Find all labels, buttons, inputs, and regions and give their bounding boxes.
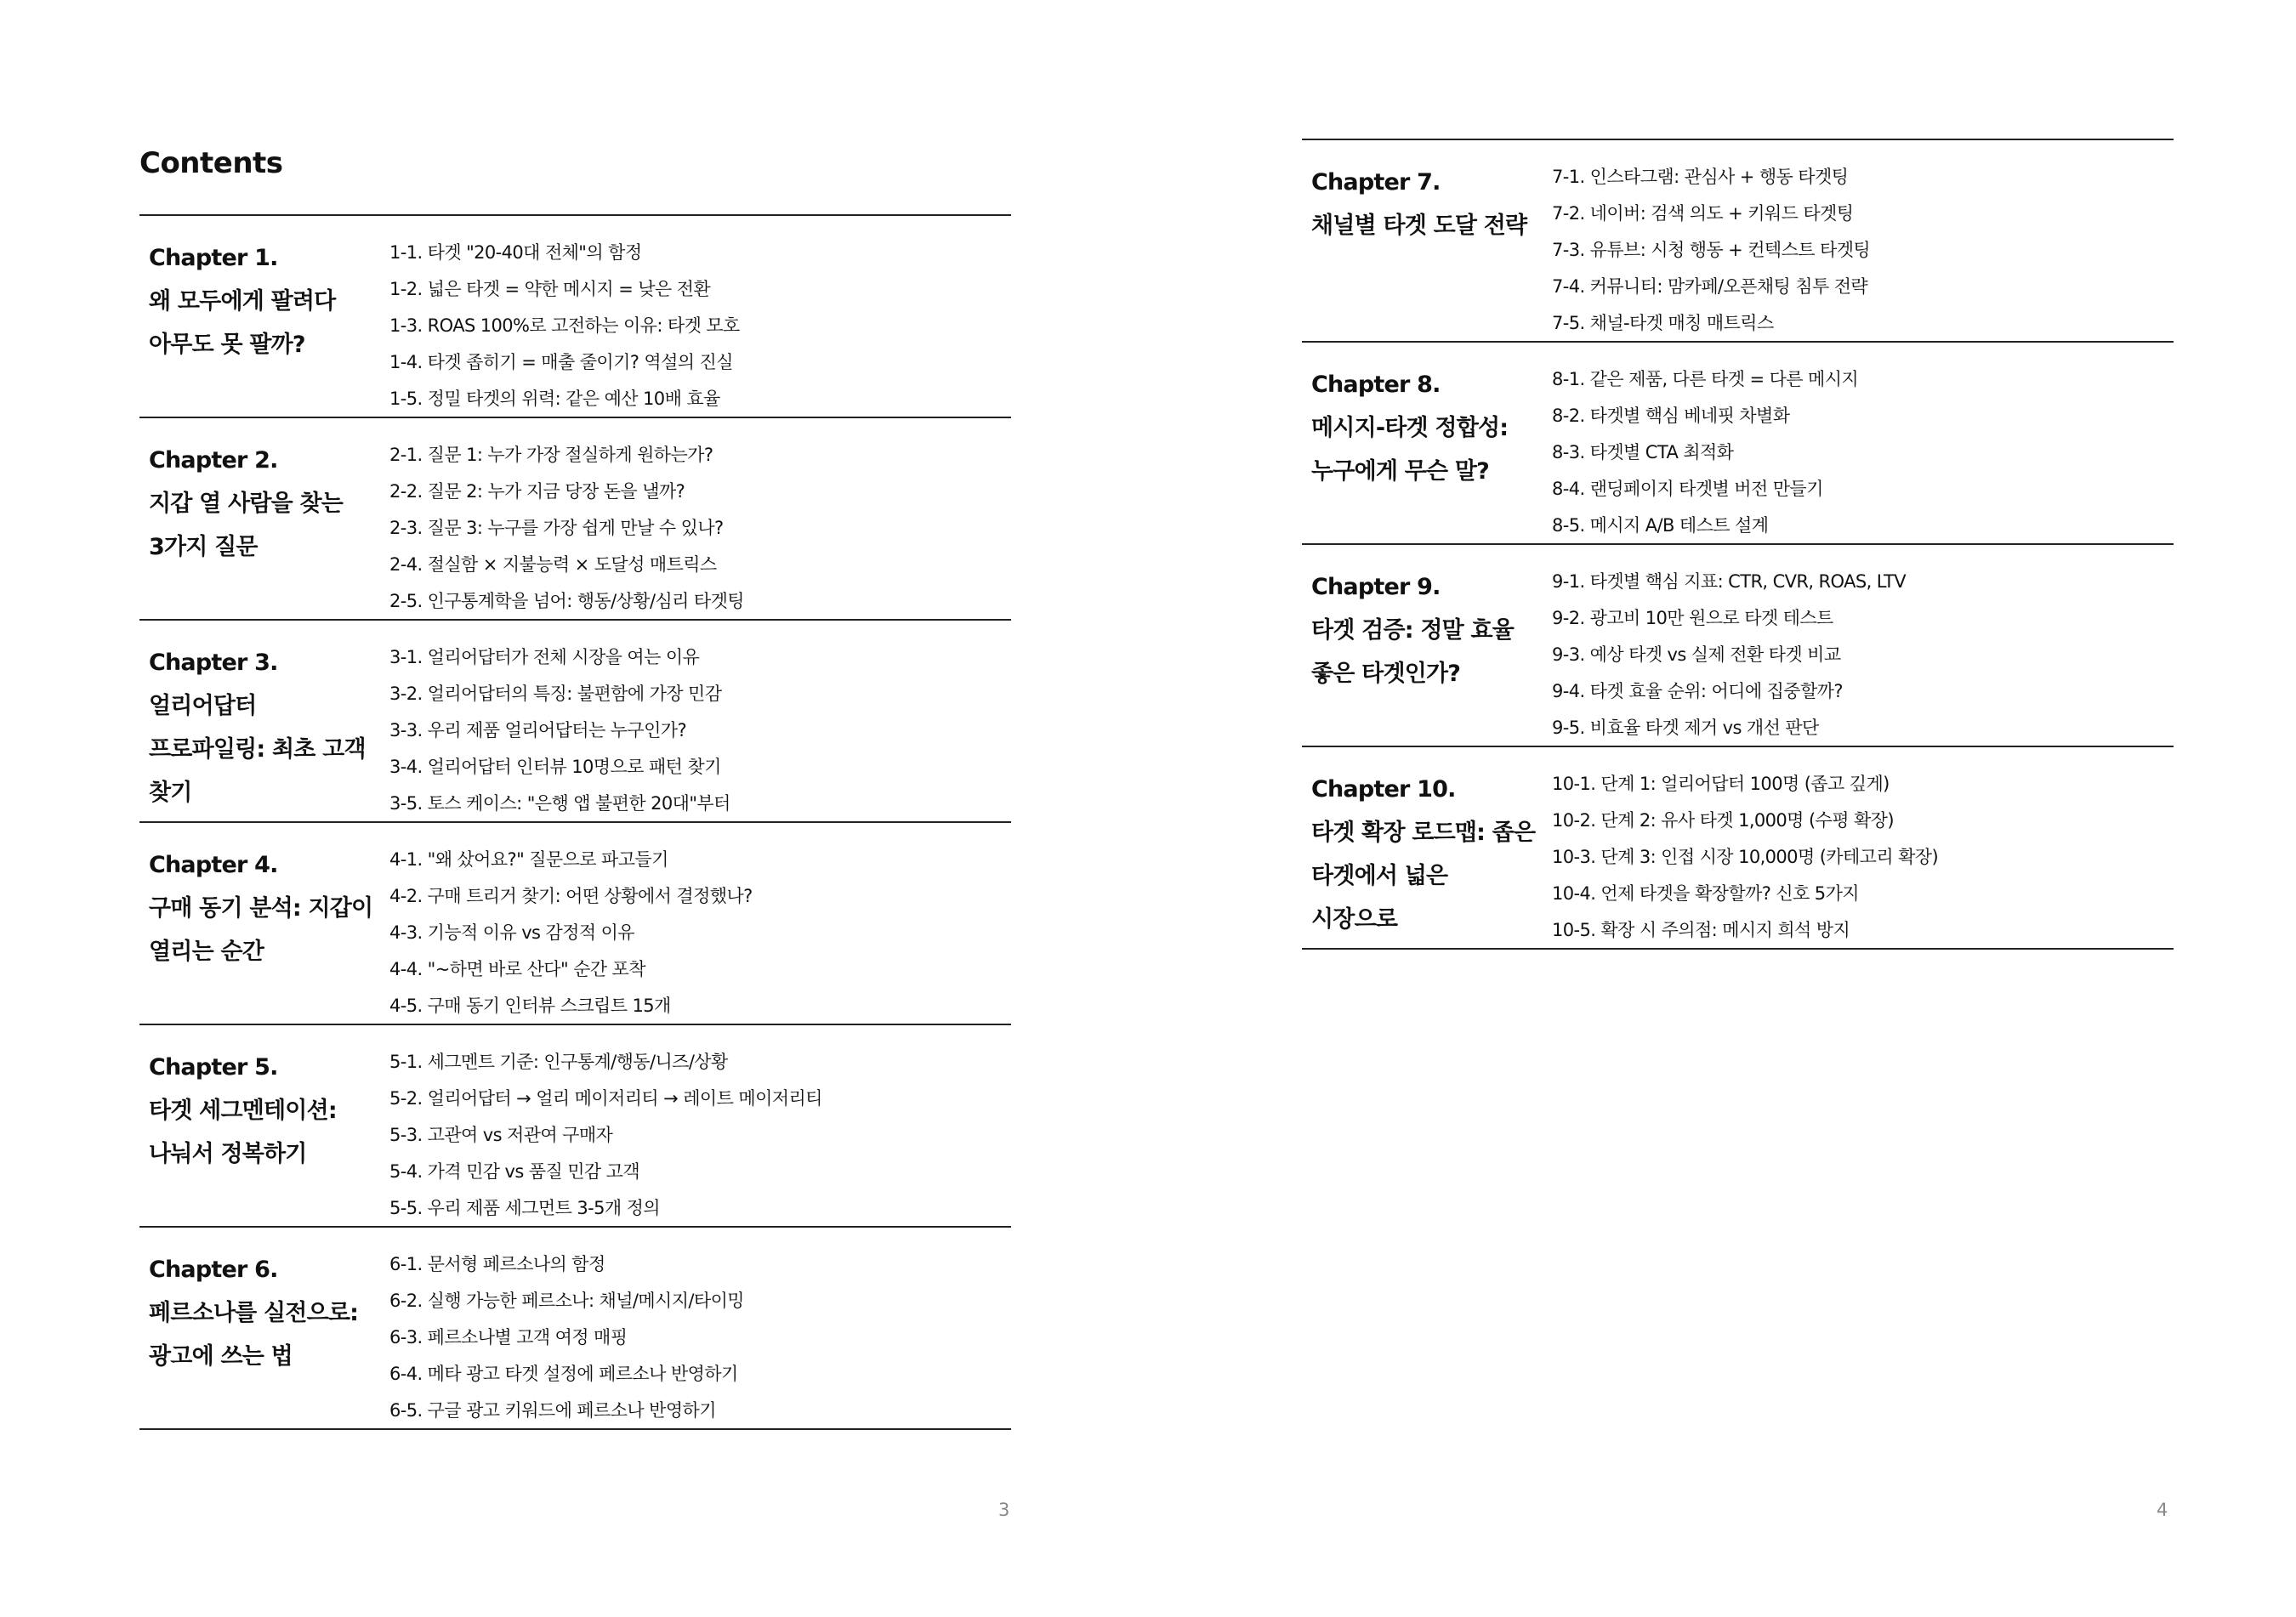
chapter-heading — [149, 1248, 378, 1378]
toc-left — [139, 214, 1011, 1430]
chapter-heading — [149, 439, 378, 569]
section-item[interactable]: 3-2. 얼리어답터의 특징: 불편함에 가장 민감 — [389, 684, 722, 704]
chapter-label: Chapter 9. — [1311, 574, 1441, 600]
section-item[interactable]: 10-4. 언제 타겟을 확장할까? 신호 5가지 — [1552, 883, 1859, 904]
chapter-5[interactable] — [139, 1025, 1011, 1228]
chapter-heading — [1311, 161, 1541, 247]
section-item[interactable]: 8-3. 타겟별 CTA 최적화 — [1552, 442, 1734, 462]
chapter-title-line: 페르소나를 실전으로: — [149, 1300, 359, 1326]
section-item[interactable]: 4-1. "왜 샀어요?" 질문으로 파고들기 — [389, 849, 668, 870]
section-item[interactable]: 4-5. 구매 동기 인터뷰 스크립트 15개 — [389, 996, 671, 1016]
section-item[interactable]: 5-4. 가격 민감 vs 품질 민감 고객 — [389, 1161, 640, 1182]
section-item[interactable]: 1-2. 넓은 타겟 = 약한 메시지 = 낮은 전환 — [389, 279, 711, 299]
chapter-heading — [1311, 363, 1541, 493]
section-item[interactable]: 9-3. 예상 타겟 vs 실제 전환 타겟 비교 — [1552, 644, 1841, 665]
section-item[interactable]: 7-5. 채널-타겟 매칭 매트릭스 — [1552, 313, 1774, 333]
section-item[interactable]: 9-4. 타겟 효율 순위: 어디에 집중할까? — [1552, 681, 1843, 701]
section-list — [1552, 564, 1906, 746]
chapter-9[interactable] — [1302, 545, 2174, 747]
page-number: 3 — [998, 1500, 1010, 1520]
chapter-title-line: 시장으로 — [1311, 906, 1398, 933]
chapter-heading — [149, 236, 378, 366]
chapter-title-line: 좋은 타겟인가? — [1311, 661, 1461, 687]
chapter-title-line: 나눠서 정복하기 — [149, 1141, 307, 1167]
section-list — [389, 235, 740, 417]
section-item[interactable]: 3-4. 얼리어답터 인터뷰 10명으로 패턴 찾기 — [389, 757, 721, 777]
toc-right — [1302, 139, 2174, 950]
section-item[interactable]: 8-4. 랜딩페이지 타겟별 버전 만들기 — [1552, 479, 1823, 499]
chapter-6[interactable] — [139, 1228, 1011, 1430]
section-item[interactable]: 1-3. ROAS 100%로 고전하는 이유: 타겟 모호 — [389, 315, 740, 336]
section-item[interactable]: 8-5. 메시지 A/B 테스트 설계 — [1552, 515, 1769, 536]
section-item[interactable]: 5-1. 세그멘트 기준: 인구통계/행동/니즈/상황 — [389, 1052, 728, 1072]
chapter-label: Chapter 2. — [149, 447, 278, 474]
chapter-title-line: 메시지-타겟 정합성: — [1311, 415, 1509, 441]
chapter-2[interactable] — [139, 418, 1011, 621]
section-item[interactable]: 5-5. 우리 제품 세그먼트 3-5개 정의 — [389, 1198, 660, 1218]
section-item[interactable]: 2-2. 질문 2: 누가 지금 당장 돈을 낼까? — [389, 481, 685, 502]
chapter-label: Chapter 4. — [149, 852, 278, 878]
chapter-label: Chapter 7. — [1311, 169, 1441, 196]
section-item[interactable]: 2-4. 절실함 × 지불능력 × 도달성 매트릭스 — [389, 554, 717, 575]
section-item[interactable]: 6-1. 문서형 페르소나의 함정 — [389, 1254, 605, 1274]
section-item[interactable]: 10-1. 단계 1: 얼리어답터 100명 (좁고 깊게) — [1552, 774, 1890, 794]
chapter-title-line: 채널별 타겟 도달 전략 — [1311, 213, 1527, 239]
chapter-title-line: 프로파일링: 최초 고객 — [149, 736, 366, 763]
section-item[interactable]: 4-4. "~하면 바로 산다" 순간 포착 — [389, 959, 645, 979]
section-list — [389, 842, 753, 1024]
chapter-label: Chapter 3. — [149, 650, 278, 676]
section-item[interactable]: 7-4. 커뮤니티: 맘카페/오픈채팅 침투 전략 — [1552, 276, 1868, 297]
chapter-heading — [1311, 768, 1541, 941]
section-item[interactable]: 6-2. 실행 가능한 페르소나: 채널/메시지/타이밍 — [389, 1291, 744, 1311]
chapter-1[interactable] — [139, 216, 1011, 418]
chapter-3[interactable] — [139, 621, 1011, 823]
chapter-title-line: 타겟 세그멘테이션: — [149, 1098, 337, 1124]
chapter-heading — [149, 843, 378, 973]
chapter-title-line: 아무도 못 팔까? — [149, 332, 305, 358]
chapter-title-line: 타겟에서 넓은 — [1311, 863, 1448, 889]
chapter-8[interactable] — [1302, 343, 2174, 545]
chapter-7[interactable] — [1302, 140, 2174, 343]
section-item[interactable]: 2-3. 질문 3: 누구를 가장 쉽게 만날 수 있나? — [389, 518, 724, 538]
section-item[interactable]: 6-3. 페르소나별 고객 여정 매핑 — [389, 1327, 628, 1348]
chapter-heading — [1311, 565, 1541, 695]
section-item[interactable]: 7-2. 네이버: 검색 의도 + 키워드 타겟팅 — [1552, 203, 1854, 224]
section-item[interactable]: 4-3. 기능적 이유 vs 감정적 이유 — [389, 922, 634, 943]
section-item[interactable]: 10-5. 확장 시 주의점: 메시지 희석 방지 — [1552, 920, 1850, 940]
chapter-10[interactable] — [1302, 747, 2174, 950]
chapter-label: Chapter 1. — [149, 245, 278, 271]
chapter-title-line: 왜 모두에게 팔려다 — [149, 288, 336, 315]
chapter-title-line: 구매 동기 분석: 지갑이 — [149, 895, 373, 922]
section-list — [389, 639, 730, 822]
section-item[interactable]: 6-4. 메타 광고 타겟 설정에 페르소나 반영하기 — [389, 1364, 738, 1384]
section-item[interactable]: 7-1. 인스타그램: 관심사 + 행동 타겟팅 — [1552, 167, 1849, 187]
section-list — [389, 1246, 744, 1429]
chapter-title-line: 찾기 — [149, 780, 192, 806]
chapter-title-line: 얼리어답터 — [149, 693, 257, 719]
section-item[interactable]: 3-1. 얼리어답터가 전체 시장을 여는 이유 — [389, 647, 700, 667]
section-list — [389, 1044, 822, 1227]
chapter-label: Chapter 6. — [149, 1257, 278, 1283]
section-item[interactable]: 8-1. 같은 제품, 다른 타겟 = 다른 메시지 — [1552, 369, 1859, 389]
chapter-title-line: 지갑 열 사람을 찾는 — [149, 491, 344, 517]
section-item[interactable]: 6-5. 구글 광고 키워드에 페르소나 반영하기 — [389, 1400, 716, 1421]
section-item[interactable]: 1-4. 타겟 좁히기 = 매출 줄이기? 역설의 진실 — [389, 352, 733, 372]
chapter-title-line: 타겟 확장 로드맵: 좁은 — [1311, 820, 1536, 846]
section-item[interactable]: 7-3. 유튜브: 시청 행동 + 컨텍스트 타겟팅 — [1552, 240, 1871, 260]
chapter-title-line: 열리는 순간 — [149, 939, 264, 965]
section-item[interactable]: 9-2. 광고비 10만 원으로 타겟 테스트 — [1552, 608, 1833, 628]
chapter-label: Chapter 8. — [1311, 372, 1441, 398]
chapter-4[interactable] — [139, 823, 1011, 1025]
section-item[interactable]: 4-2. 구매 트리거 찾기: 어떤 상황에서 결정했나? — [389, 886, 753, 906]
section-list — [1552, 361, 1858, 544]
chapter-title-line: 3가지 질문 — [149, 534, 258, 560]
chapter-label: Chapter 10. — [1311, 776, 1456, 803]
section-item[interactable]: 2-1. 질문 1: 누가 가장 절실하게 원하는가? — [389, 445, 713, 465]
section-item[interactable]: 1-5. 정밀 타겟의 위력: 같은 예산 10배 효율 — [389, 389, 720, 409]
section-item[interactable]: 9-1. 타겟별 핵심 지표: CTR, CVR, ROAS, LTV — [1552, 571, 1906, 592]
section-item[interactable]: 5-3. 고관여 vs 저관여 구매자 — [389, 1125, 613, 1145]
chapter-heading — [149, 641, 378, 814]
chapter-title-line: 누구에게 무슨 말? — [1311, 458, 1490, 485]
chapter-heading — [149, 1046, 378, 1176]
section-list — [1552, 159, 1870, 342]
section-item[interactable]: 3-3. 우리 제품 얼리어답터는 누구인가? — [389, 720, 687, 740]
contents-title: Contents — [139, 146, 283, 180]
section-list — [1552, 766, 1938, 949]
section-list — [389, 437, 744, 620]
section-item[interactable]: 8-2. 타겟별 핵심 베네핏 차별화 — [1552, 406, 1790, 426]
section-item[interactable]: 10-3. 단계 3: 인접 시장 10,000명 (카테고리 확장) — [1552, 847, 1939, 867]
chapter-title-line: 타겟 검증: 정말 효율 — [1311, 617, 1515, 644]
page-number: 4 — [2157, 1500, 2168, 1520]
section-item[interactable]: 2-5. 인구통계학을 넘어: 행동/상황/심리 타겟팅 — [389, 591, 744, 611]
section-item[interactable]: 9-5. 비효율 타겟 제거 vs 개선 판단 — [1552, 718, 1819, 738]
chapter-title-line: 광고에 쓰는 법 — [149, 1343, 293, 1370]
chapter-label: Chapter 5. — [149, 1054, 278, 1081]
section-item[interactable]: 10-2. 단계 2: 유사 타겟 1,000명 (수평 확장) — [1552, 810, 1894, 831]
section-item[interactable]: 3-5. 토스 케이스: "은행 앱 불편한 20대"부터 — [389, 793, 730, 814]
section-item[interactable]: 5-2. 얼리어답터 → 얼리 메이저리티 → 레이트 메이저리티 — [389, 1088, 822, 1109]
section-item[interactable]: 1-1. 타겟 "20-40대 전체"의 함정 — [389, 242, 642, 263]
